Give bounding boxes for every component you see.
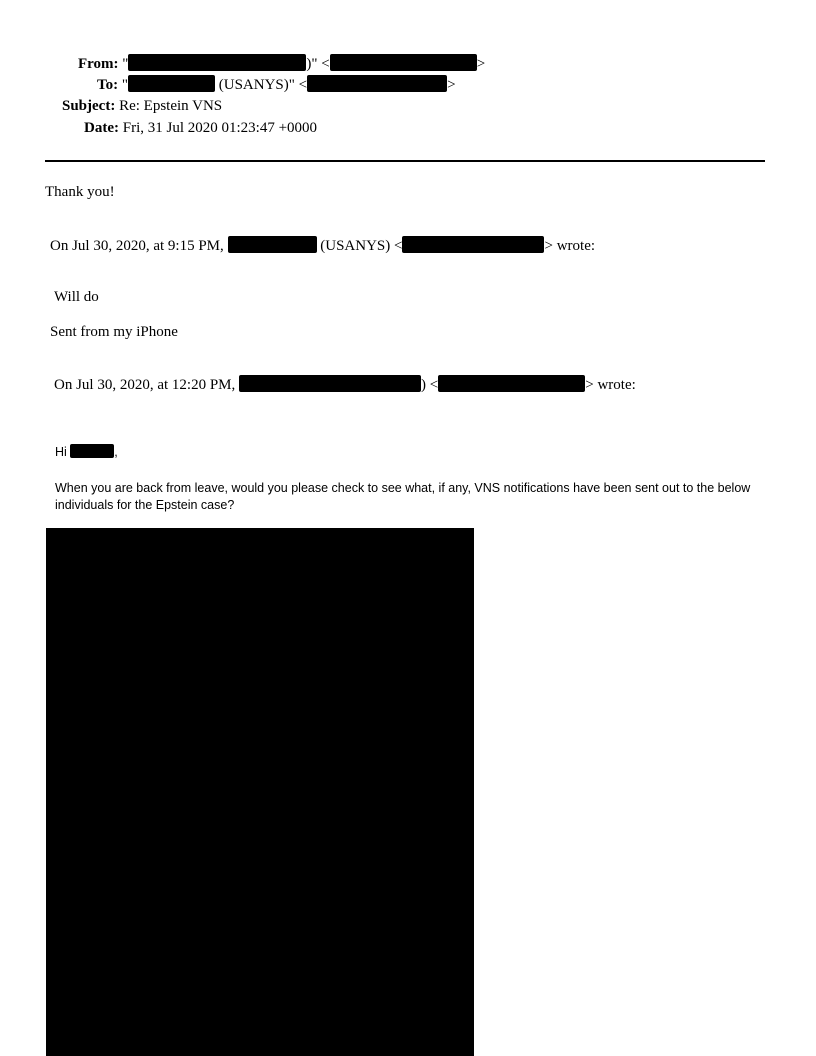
redaction-block	[128, 75, 215, 92]
subject-value: Re: Epstein VNS	[119, 98, 223, 114]
greeting-suffix: ,	[114, 445, 118, 459]
quote2-prefix: On Jul 30, 2020, at 12:20 PM,	[54, 377, 236, 393]
to-line	[97, 75, 456, 94]
signature-text: Sent from my iPhone	[50, 324, 178, 340]
greeting-line	[55, 444, 118, 461]
redaction-block	[128, 54, 306, 71]
thanks-text: Thank you!	[45, 184, 115, 200]
redaction-block	[70, 444, 114, 458]
from-line	[78, 54, 485, 73]
to-label: To:	[97, 77, 119, 93]
quote1-prefix: On Jul 30, 2020, at 9:15 PM,	[50, 238, 224, 254]
date-line	[84, 119, 317, 137]
to-middle: (USANYS)" <	[218, 77, 308, 93]
redaction-block	[330, 54, 477, 71]
redaction-block-large	[46, 528, 474, 1056]
redaction-block	[438, 375, 585, 392]
to-open-quote: "	[121, 77, 128, 93]
date-label: Date:	[84, 120, 119, 136]
to-end: >	[447, 77, 456, 93]
subject-line	[62, 97, 222, 115]
request-paragraph: When you are back from leave, would you please check to see what, if any, VNS notifications have been sent out to the below individuals for the Epstein case?	[55, 481, 751, 512]
date-value: Fri, 31 Jul 2020 01:23:47 +0000	[122, 120, 318, 136]
quote1-suffix: > wrote:	[544, 238, 596, 254]
will-do-text: Will do	[54, 289, 99, 305]
quote2-middle: ) <	[421, 377, 439, 393]
header-divider	[45, 160, 765, 162]
quote-header-1	[50, 236, 595, 255]
quote-header-2	[54, 375, 636, 394]
subject-label: Subject:	[62, 98, 116, 114]
from-end: >	[476, 56, 486, 72]
redaction-block	[228, 236, 317, 253]
from-close: )" <	[306, 56, 330, 72]
quote1-middle: (USANYS) <	[320, 238, 403, 254]
quote2-suffix: > wrote:	[585, 377, 636, 393]
redaction-block	[402, 236, 544, 253]
redaction-block	[307, 75, 447, 92]
greeting-prefix: Hi	[55, 445, 67, 459]
from-open-quote: "	[122, 56, 129, 72]
from-label: From:	[78, 56, 119, 72]
redaction-block	[239, 375, 421, 392]
